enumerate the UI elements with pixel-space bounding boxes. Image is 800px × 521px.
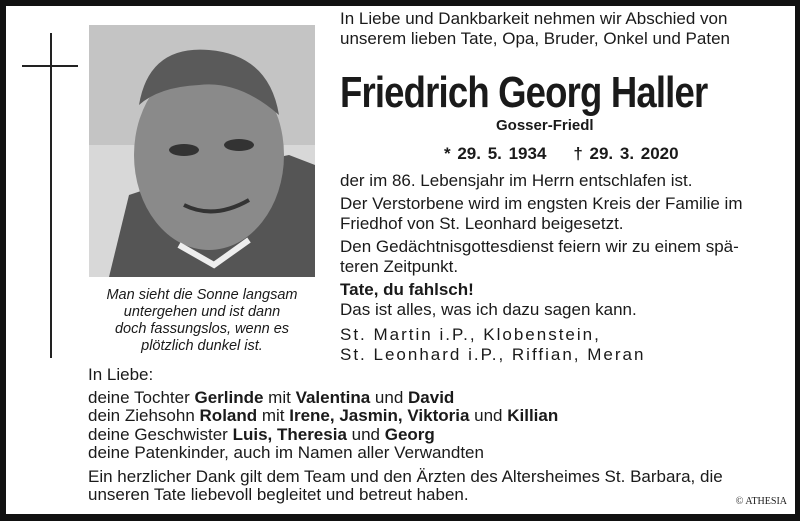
- text-line: Friedhof von St. Leonhard beigesetzt.: [340, 214, 624, 233]
- intro: [340, 9, 730, 49]
- photo-caption: [82, 287, 322, 355]
- portrait-photo: [89, 25, 315, 277]
- places-line: St. Leonhard i.P., Riffian, Meran: [340, 345, 646, 364]
- nickname: Gosser-Friedl: [496, 117, 594, 134]
- thanks-line: unseren Tate liebevoll begleitet und betreut haben.: [88, 485, 469, 504]
- caption-line: Man sieht die Sonne langsam: [106, 287, 298, 303]
- intro-line: unserem lieben Tate, Opa, Bruder, Onkel und Paten: [340, 29, 730, 48]
- thanks-line: Ein herzlicher Dank gilt dem Team und den Ärzten des Altersheimes St. Barbara, die: [88, 466, 723, 486]
- quote: Das ist alles, was ich dazu sagen kann.: [340, 300, 637, 319]
- text-line: Der Verstorbene wird im engsten Kreis der Familie im: [340, 194, 743, 213]
- intro-line: In Liebe und Dankbarkeit nehmen wir Abschied von: [340, 9, 728, 28]
- places-line: St. Martin i.P., Klobenstein,: [340, 325, 601, 344]
- deceased-name: Friedrich Georg Haller: [340, 68, 708, 117]
- family-line: deine Geschwister Luis, Theresia und Georg: [88, 424, 435, 444]
- death-date: † 29. 3. 2020: [573, 144, 679, 163]
- family-line: deine Patenkinder, auch im Namen aller Verwandten: [88, 443, 484, 462]
- caption-line: untergehen und ist dann: [123, 304, 281, 320]
- dates: [444, 144, 679, 164]
- caption-line: plötzlich dunkel ist.: [141, 338, 263, 354]
- cross-icon: [50, 33, 52, 358]
- family-heading: In Liebe:: [88, 365, 154, 384]
- family-line: deine Tochter Gerlinde mit Valentina und David: [88, 387, 455, 407]
- quote-heading: Tate, du fahlsch!: [340, 280, 474, 299]
- text-line: der im 86. Lebensjahr im Herrn entschlafen ist.: [340, 171, 693, 190]
- announcement: [340, 171, 742, 365]
- family-line: dein Ziehsohn Roland mit Irene, Jasmin, Viktoria und Killian: [88, 406, 559, 425]
- obituary: [6, 6, 795, 514]
- birth-date: * 29. 5. 1934: [444, 144, 547, 163]
- text-line: teren Zeitpunkt.: [340, 257, 459, 276]
- caption-line: doch fassungslos, wenn es: [114, 321, 290, 337]
- copyright: © ATHESIA: [735, 496, 787, 507]
- cross-icon-bar: [22, 65, 78, 67]
- family: [88, 366, 723, 505]
- text-line: Den Gedächtnisgottesdienst feiern wir zu einem spä-: [340, 237, 739, 256]
